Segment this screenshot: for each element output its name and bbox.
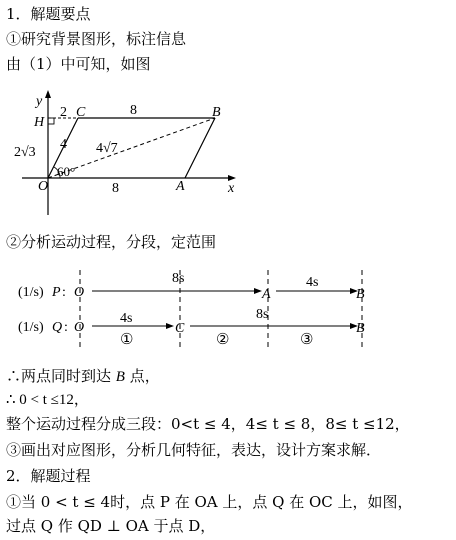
label-y: y — [36, 94, 43, 109]
label-H: H — [34, 115, 45, 130]
rowQ-colon: : — [64, 320, 68, 335]
y-axis-arrow — [45, 90, 51, 98]
step2-title: ②分析运动过程，分段，定范围 — [6, 233, 217, 251]
label-O: O — [38, 179, 49, 194]
segment-3: ③ — [300, 332, 314, 348]
label-oc: 4 — [60, 137, 67, 152]
section2-line1: ①当 0 < t ≤ 4时，点 P 在 OA 上，点 Q 在 OC 上，如图， — [6, 493, 413, 511]
rowQ-end: B — [356, 321, 365, 336]
label-A: A — [176, 179, 185, 194]
rowQ-var: Q — [52, 320, 63, 335]
step1-title: ①研究背景图形，标注信息 — [6, 30, 187, 48]
time-8s-top: 8s — [172, 271, 185, 286]
label-oa: 8 — [112, 181, 119, 196]
rowP-var: P — [52, 285, 61, 300]
time-4s-top: 4s — [306, 275, 319, 290]
conclusion-4: ③画出对应图形，分析几何特征，表达，设计方案求解． — [6, 441, 382, 459]
rowQ-start: O — [74, 320, 85, 335]
time-4s-bottom: 4s — [120, 311, 133, 326]
parallelogram-figure — [0, 82, 260, 222]
rowP-mid: A — [262, 287, 271, 302]
label-oh: 2√3 — [14, 145, 36, 160]
label-B: B — [212, 105, 221, 120]
rowP-start: O — [74, 285, 85, 300]
label-angle: 60° — [57, 164, 76, 179]
section1-heading: 1．解题要点 — [6, 5, 91, 23]
rowP-colon: : — [62, 285, 66, 300]
segment-2: ② — [216, 332, 230, 348]
time-8s-bottom: 8s — [256, 307, 269, 322]
section2-heading: 2．解题过程 — [6, 467, 91, 485]
rowP-end: B — [356, 287, 365, 302]
label-hc: 2 — [60, 105, 67, 120]
rowQ-arrowhead1 — [166, 323, 174, 329]
rowP-arrowhead1 — [254, 288, 262, 294]
conclusion-1-end: 点， — [129, 367, 160, 385]
conclusion-1-text: ∴两点同时到达 — [6, 367, 112, 385]
label-cb: 8 — [130, 103, 137, 118]
conclusion-3: 整个运动过程分成三段：0<t ≤ 4，4≤ t ≤ 8，8≤ t ≤12， — [6, 415, 410, 433]
section2-line2: 过点 Q 作 QD ⊥ OA 于点 D， — [6, 517, 216, 535]
label-x: x — [228, 181, 235, 196]
right-angle-mark — [48, 118, 54, 124]
label-ob: 4√7 — [96, 141, 118, 156]
label-C: C — [76, 105, 86, 120]
conclusion-1 — [6, 366, 160, 387]
rowQ-speed: (1/s) — [18, 320, 44, 335]
segment-1: ① — [120, 332, 134, 348]
motion-timeline — [0, 265, 400, 355]
rowQ-mid: C — [175, 321, 185, 336]
rowP-speed: (1/s) — [18, 285, 44, 300]
step1-text: 由（1）中可知，如图 — [6, 55, 151, 73]
conclusion-2: ∴ 0 < t ≤12， — [6, 392, 89, 408]
conclusion-1-var: B — [115, 369, 125, 385]
